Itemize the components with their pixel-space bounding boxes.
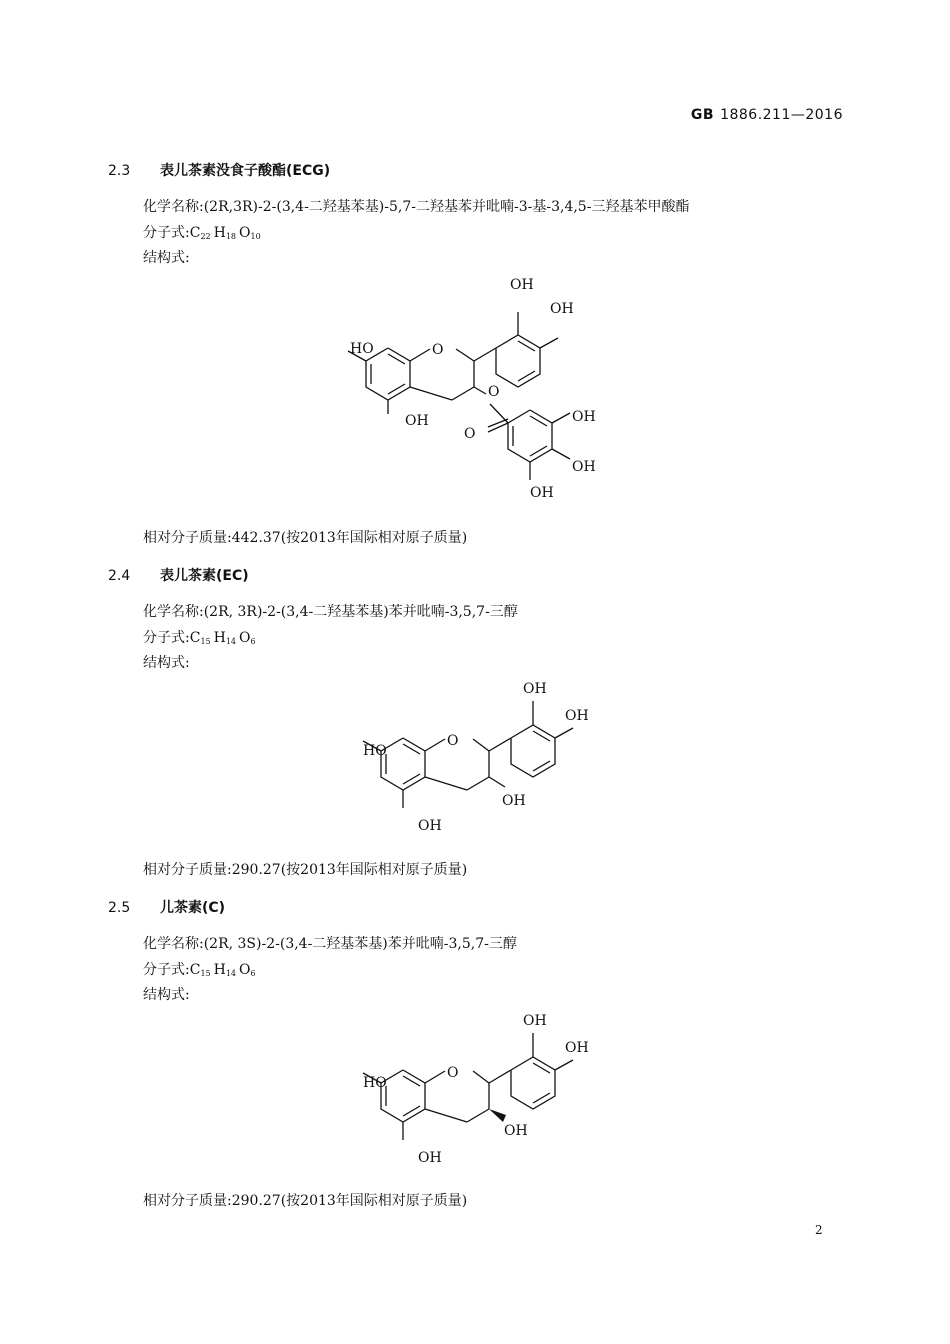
std-number: 1886.211—2016 (720, 107, 843, 123)
structure-label: 结构式: (143, 655, 190, 671)
carbonyl-oxygen-label: O (464, 426, 476, 442)
hydroxyl-label: OH (502, 793, 526, 809)
chemical-name: 化学名称:(2R, 3R)-2-(3,4-二羟基苯基)苯并吡喃-3,5,7-三醇 (143, 604, 518, 620)
molecular-mass: 相对分子质量:290.27(按2013年国际相对原子质量) (143, 1193, 468, 1209)
hydroxyl-label: OH (418, 818, 442, 834)
hydroxyl-label: HO (363, 743, 387, 759)
hydroxyl-label: HO (363, 1075, 387, 1091)
hydroxyl-label: OH (565, 1040, 589, 1056)
molecular-formula: 分子式$:C_{22}$ $H_{18}$ $O_{10}$ (143, 225, 261, 241)
hydroxyl-label: OH (510, 277, 534, 293)
section-heading (108, 160, 330, 180)
hydroxyl-label: OH (550, 301, 574, 317)
ecg-structure-diagram (340, 272, 610, 502)
hydroxyl-label: OH (572, 409, 596, 425)
molecular-mass: 相对分子质量:290.27(按2013年国际相对原子质量) (143, 862, 468, 878)
molecular-formula: 分子式$:C_{15}$ $H_{14}$ $O_6$ (143, 962, 256, 978)
ring-oxygen-label: O (447, 1065, 459, 1081)
structure-label: 结构式: (143, 987, 190, 1003)
section-title: 表儿茶素(EC) (160, 568, 249, 584)
hydroxyl-label: OH (504, 1123, 528, 1139)
chemical-name: 化学名称:(2R,3R)-2-(3,4-二羟基苯基)-5,7-二羟基苯并吡喃-3-基-3,4,5-三羟基苯甲酸酯 (143, 199, 690, 215)
ring-oxygen-label: O (432, 342, 444, 358)
ec-structure-diagram (355, 675, 595, 840)
hydroxyl-label: OH (418, 1150, 442, 1166)
hydroxyl-label: HO (350, 341, 374, 357)
hydroxyl-label: OH (405, 413, 429, 429)
std-prefix: GB (690, 107, 715, 123)
hydroxyl-label: OH (523, 681, 547, 697)
molecular-mass: 相对分子质量:442.37(按2013年国际相对原子质量) (143, 530, 468, 546)
page-number: 2 (815, 1223, 823, 1237)
section-heading (108, 565, 249, 585)
section-number: 2.5 (108, 900, 131, 916)
ring-oxygen-label: O (447, 733, 459, 749)
section-number: 2.4 (108, 568, 131, 584)
ester-oxygen-label: O (488, 384, 500, 400)
hydroxyl-label: OH (530, 485, 554, 501)
structure-label: 结构式: (143, 250, 190, 266)
c-structure-diagram (355, 1007, 595, 1172)
chemical-name: 化学名称:(2R, 3S)-2-(3,4-二羟基苯基)苯并吡喃-3,5,7-三醇 (143, 936, 517, 952)
hydroxyl-label: OH (565, 708, 589, 724)
hydroxyl-label: OH (523, 1013, 547, 1029)
section-heading (108, 897, 225, 917)
section-title: 表儿茶素没食子酸酯(ECG) (160, 163, 331, 179)
hydroxyl-label: OH (572, 459, 596, 475)
molecular-formula: 分子式$:C_{15}$ $H_{14}$ $O_6$ (143, 630, 256, 646)
section-number: 2.3 (108, 163, 131, 179)
section-title: 儿茶素(C) (160, 900, 226, 916)
standard-code (691, 107, 843, 123)
